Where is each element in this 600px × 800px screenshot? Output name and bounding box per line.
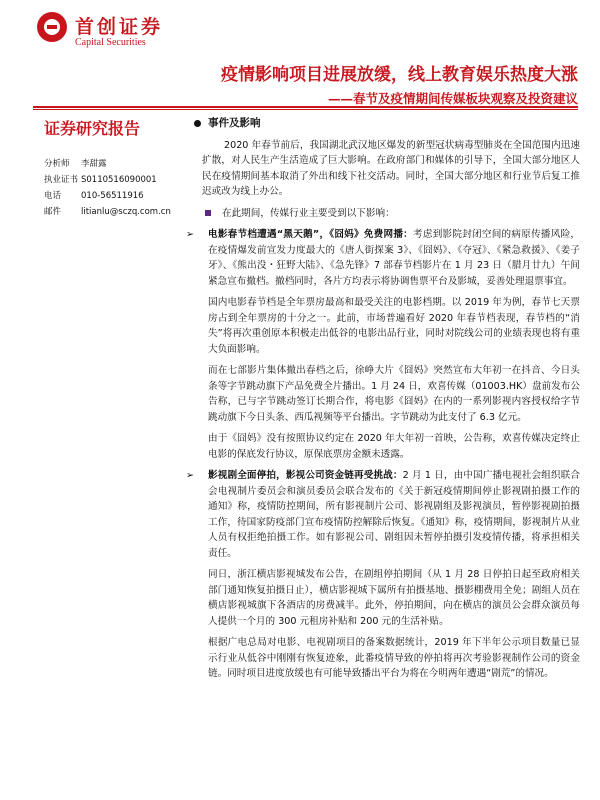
company-logo — [33, 8, 189, 56]
arrow-bullet-icon: ➢ — [186, 470, 195, 481]
info-label: 邮件 — [44, 207, 62, 217]
arrow-item — [186, 468, 581, 561]
bullet-dot-icon — [194, 120, 201, 127]
paragraph: 同日，浙江横店影视城发布公告，在剧组停拍期间（从 1 月 28 日停拍日起至政府相关部门通知恢复拍摄日止），横店影视城下属所有拍摄基地、摄影棚费用全免；剧组人员在横店影视城旗下各酒店的房费减半。此外，停拍期间，向在横店的演员公会群众演员每人提供一个月的 300 元租房补贴和 200 元的生活补贴。 — [208, 569, 580, 627]
info-label: 分析师 — [44, 159, 70, 169]
logo-mark-icon — [37, 12, 67, 42]
paragraph: 而在七部影片集体撤出春档之后，徐峥大片《囧妈》突然宣布大年初一在抖音、今日头条等字节跳动旗下产品免费全片播出。1 月 24 日，欢喜传媒（01003.HK）盘前发布公告称，已与字节跳动签订长期合作，将电影《囧妈》在内的一系列影视内容授权给字节跳动旗下今日头条、西瓜视频等平台播出。字节跳动为此支付了 6.3 亿元。 — [208, 365, 580, 423]
paragraph: 由于《囧妈》没有按照协议约定在 2020 年大年初一首映，公告称，欢喜传媒决定终止电影的保底发行协议，原保底票房金额未透露。 — [208, 433, 580, 460]
logo-cn-text: 首创证券 — [75, 16, 164, 38]
main-content — [180, 116, 580, 688]
report-type: 证券研究报告 — [44, 119, 141, 138]
info-label: 执业证书 — [44, 175, 79, 185]
phone-row — [44, 189, 176, 201]
email-link[interactable]: litianlu@sczq.com.cn — [81, 207, 171, 217]
header-divider-thin — [33, 109, 578, 110]
email-row — [44, 205, 176, 217]
info-value: 010-56511916 — [81, 191, 144, 201]
report-title-sub: ——春节及疫情期间传媒板块观察及投资建议 — [327, 91, 578, 106]
logo-en-text: Capital Securities — [75, 37, 146, 48]
paragraph: 国内电影春节档是全年票房最高和最受关注的电影档期。以 2019 年为例，春节七天票房占到全年票房的十分之一。此前，市场普遍看好 2020 年春节档表现，春节档的“消失”将再次重创原本积极走出低谷的电影出品行业，同时对院线公司的业绩表现也将有重大负面影响。 — [208, 297, 580, 355]
bullet-item — [222, 206, 580, 222]
square-bullet-icon — [205, 210, 211, 216]
report-title — [221, 60, 578, 107]
bullet-text: 在此期间，传媒行业主要受到以下影响： — [222, 207, 395, 219]
license-row — [44, 173, 176, 185]
arrow-item-heading: 电影春节档遭遇“黑天鹅”，《囧妈》免费网播： — [208, 229, 414, 240]
info-value: 李甜露 — [81, 159, 107, 169]
paragraph: 根据广电总局对电影、电视剧项目的备案数据统计，2019 年下半年公示项目数量已显示行业从低谷中刚刚有恢复迹象，此番疫情导致的停拍将再次考验影视制作公司的资金链。同时项目进度放缓也有可能导致播出平台为将在今明两年遭遇“剧荒”的情况。 — [208, 637, 580, 679]
arrow-item-body: 考虑到影院封闭空间的病原传播风险，在疫情爆发前宣发力度最大的《唐人街探案 3》、《囧妈》、《夺冠》、《紧急救援》、《姜子牙》、《熊出没・狂野大陆》、《急先锋》7 部春节档影片在 1 月 23 日（腊月廿九）午间紧急宣布撤档。撤档同时，各片方均表示将协调售票平台及影城，妥善处理退票事宜。 — [208, 229, 581, 287]
section-heading-text: 事件及影响 — [208, 117, 261, 129]
sidebar — [44, 116, 176, 221]
info-value: S0110516090001 — [81, 175, 157, 185]
analyst-row — [44, 157, 176, 169]
arrow-item — [186, 227, 581, 289]
arrow-item-body: 2 月 1 日，由中国广播电视社会组织联合会电视制片委员会和演员委员会联合发布的《关于新冠疫情期间停止影视剧拍摄工作的通知》称，疫情防控期间，所有影视制片公司、影视剧组及影视演员，暂停影视剧拍摄工作，待国家防疫部门宣布疫情防控解除后恢复。《通知》称，疫情期间，影视制片从业人员有权拒绝拍摄工作。如有影视公司、剧组因未暂停拍摄引发疫情传播，将承担相关责任。 — [208, 470, 581, 559]
arrow-bullet-icon: ➢ — [186, 229, 195, 240]
info-label: 电话 — [44, 191, 62, 201]
paragraph: 2020 年春节前后，我国湖北武汉地区爆发的新型冠状病毒型肺炎在全国范围内迅速扩散，对人民生产生活造成了巨大影响。在政府部门和媒体的引导下，全国大部分地区人民在疫情期间基本取消了外出和线下社交活动。同时，全国大部分地区和行业节后复工推迟或改为线上办公。 — [202, 139, 580, 197]
arrow-item-heading: 影视剧全面停拍，影视公司资金链再受挑战： — [208, 470, 403, 481]
header-divider — [33, 106, 578, 108]
section-heading — [194, 116, 580, 132]
report-title-main: 疫情影响项目进展放缓，线上教育娱乐热度大涨 — [221, 65, 578, 85]
